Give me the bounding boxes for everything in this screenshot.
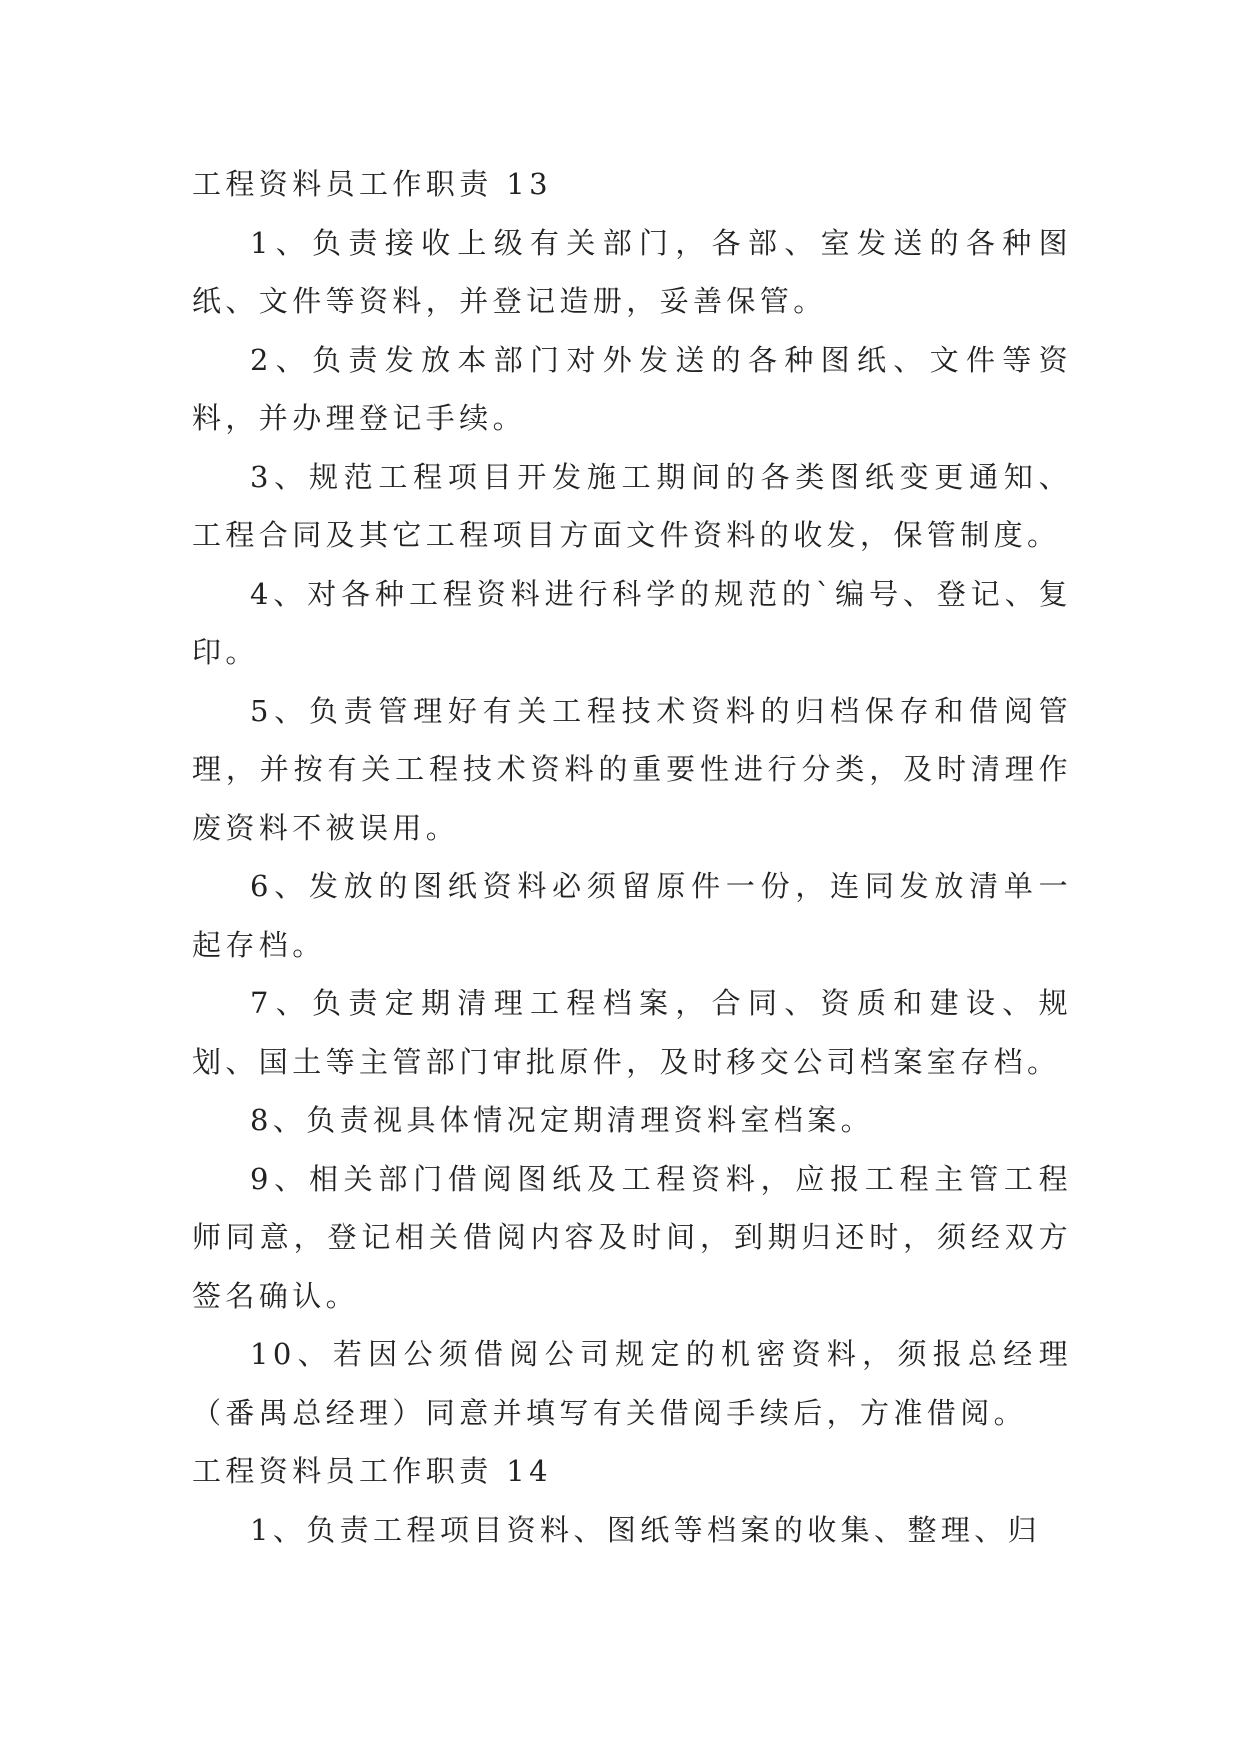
section-title-14: 工程资料员工作职责 14 [192,1454,552,1488]
duty-item-4: 4、对各种工程资料进行科学的规范的`编号、登记、复印。 [192,576,1072,669]
duty-item-8: 8、负责视具体情况定期清理资料室档案。 [250,1103,875,1137]
duty-item-6: 6、发放的图纸资料必须留原件一份，连同发放清单一起存档。 [192,869,1072,962]
duty-item-7: 7、负责定期清理工程档案，合同、资质和建设、规划、国土等主管部门审批原件，及时移交公司档案室存档。 [192,986,1072,1079]
duty-item-14-1: 1、负责工程项目资料、图纸等档案的收集、整理、归 [250,1512,1042,1547]
duty-item-3: 3、规范工程项目开发施工期间的各类图纸变更通知、工程合同及其它工程项目方面文件资料的收发，保管制度。 [192,459,1072,552]
document-body [192,155,1072,1559]
duty-item-2: 2、负责发放本部门对外发送的各种图纸、文件等资料，并办理登记手续。 [192,342,1072,435]
section-title-13: 工程资料员工作职责 13 [192,167,552,201]
duty-item-5: 5、负责管理好有关工程技术资料的归档保存和借阅管理，并按有关工程技术资料的重要性进行分类，及时清理作废资料不被误用。 [192,693,1072,845]
duty-item-10: 10、若因公须借阅公司规定的机密资料，须报总经理（番禺总经理）同意并填写有关借阅手续后，方准借阅。 [192,1337,1072,1430]
duty-item-1: 1、负责接收上级有关部门，各部、室发送的各种图纸、文件等资料，并登记造册，妥善保管。 [192,225,1072,318]
duty-item-9: 9、相关部门借阅图纸及工程资料，应报工程主管工程师同意，登记相关借阅内容及时间，到期归还时，须经双方签名确认。 [192,1161,1072,1313]
